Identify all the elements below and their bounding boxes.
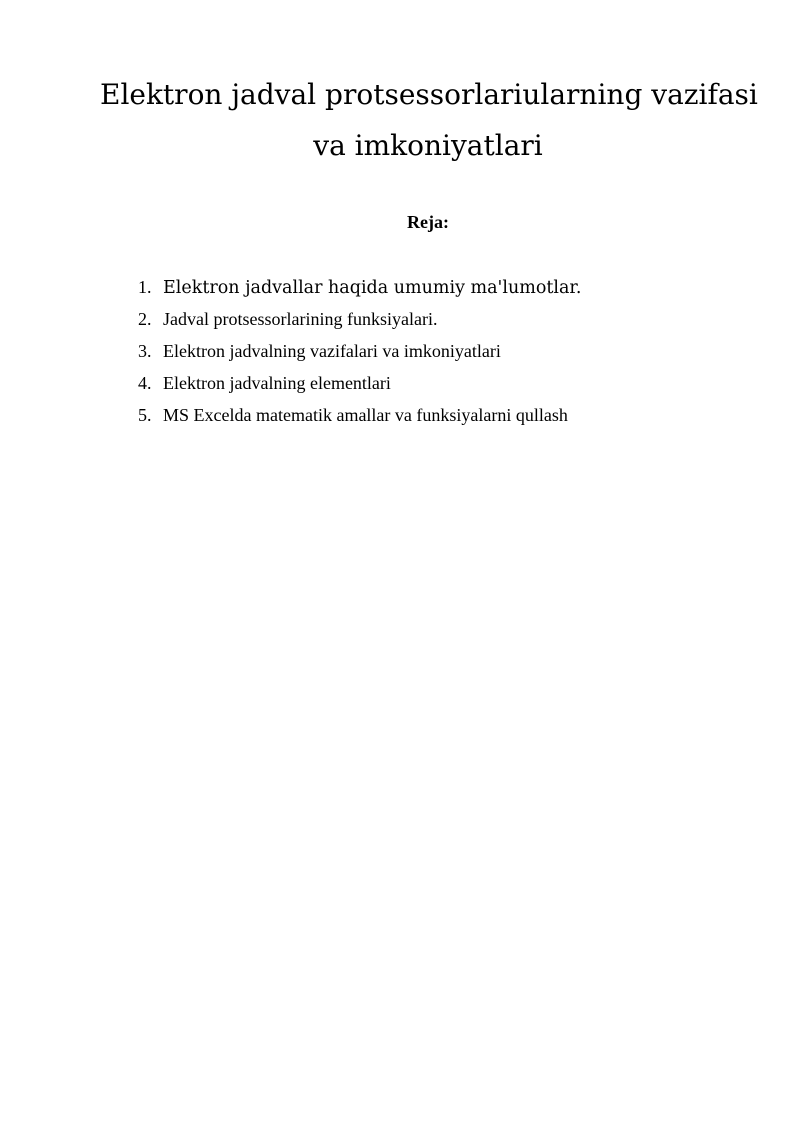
plan-item-number: 1.	[138, 277, 152, 297]
plan-item-1	[138, 274, 581, 306]
document-title-line-1: Elektron jadval protsessorlariularning vazifasi	[100, 78, 758, 111]
plan-item-text: Elektron jadvalning elementlari	[163, 373, 391, 393]
plan-item-text: Elektron jadvallar haqida umumiy ma'lumotlar.	[163, 278, 582, 298]
plan-item-5	[138, 402, 581, 434]
plan-item-number: 3.	[138, 341, 152, 361]
plan-item-4	[138, 370, 581, 402]
plan-item-number: 5.	[138, 405, 152, 425]
plan-item-number: 2.	[138, 309, 152, 329]
plan-item-3	[138, 338, 581, 370]
plan-item-text: MS Excelda matematik amallar va funksiyalarni qullash	[163, 405, 568, 425]
plan-item-number: 4.	[138, 373, 152, 393]
plan-item-text: Jadval protsessorlarining funksiyalari.	[163, 309, 438, 329]
document-title-line-2: va imkoniyatlari	[313, 129, 543, 162]
plan-item-text: Elektron jadvalning vazifalari va imkoniyatlari	[163, 341, 501, 361]
plan-item-2	[138, 306, 581, 338]
plan-list	[138, 274, 581, 434]
plan-heading: Reja:	[407, 212, 449, 232]
